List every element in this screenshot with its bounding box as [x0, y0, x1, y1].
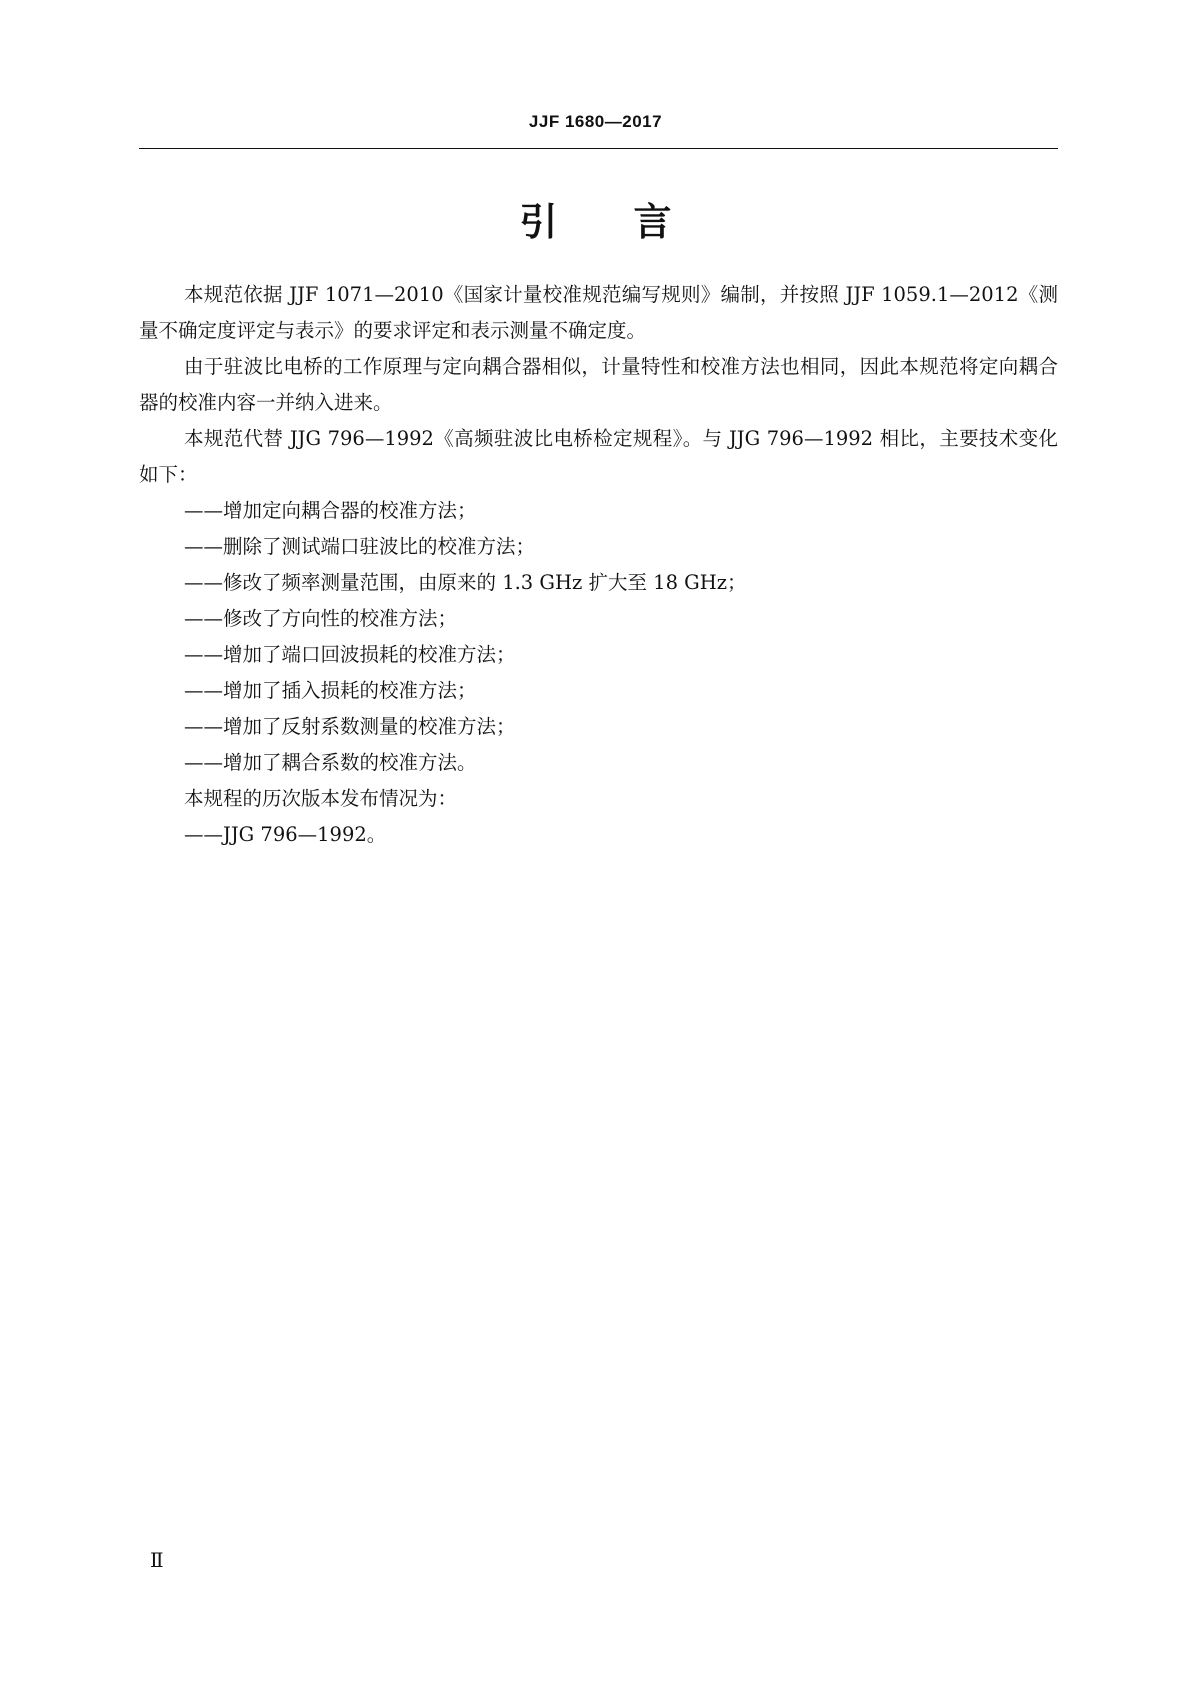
- list-item: ——修改了方向性的校准方法；: [184, 607, 458, 630]
- list-item: ——修改了频率测量范围，由原来的 1.3 GHz 扩大至 18 GHz；: [184, 571, 747, 594]
- paragraph-replacement: 本规范代替 JJG 796—1992《高频驻波比电桥检定规程》。与 JJG 796—1992 相比，主要技术变化如下：: [139, 427, 1058, 486]
- list-item: ——删除了测试端口驻波比的校准方法；: [184, 535, 536, 558]
- history-list: [139, 817, 1058, 853]
- list-item: ——增加了插入损耗的校准方法；: [184, 679, 477, 702]
- history-heading: 本规程的历次版本发布情况为：: [184, 787, 458, 810]
- list-item: ——增加了反射系数测量的校准方法；: [184, 715, 516, 738]
- list-item: ——JJG 796—1992。: [184, 823, 387, 846]
- header-document-code: JJF 1680—2017: [528, 112, 663, 131]
- list-item: ——增加了耦合系数的校准方法。: [184, 751, 477, 774]
- list-item: ——增加了端口回波损耗的校准方法；: [184, 643, 516, 666]
- changes-list: [139, 493, 1058, 781]
- document-body: [139, 277, 1058, 853]
- page-title: 引言: [519, 200, 748, 244]
- paragraph-scope: 由于驻波比电桥的工作原理与定向耦合器相似，计量特性和校准方法也相同，因此本规范将定向耦合器的校准内容一并纳入进来。: [139, 355, 1058, 414]
- page-number: Ⅱ: [150, 1548, 164, 1572]
- paragraph-basis: 本规范依据 JJF 1071—2010《国家计量校准规范编写规则》编制，并按照 JJF 1059.1—2012《测量不确定度评定与表示》的要求评定和表示测量不确定度。: [139, 283, 1058, 342]
- list-item: ——增加定向耦合器的校准方法；: [184, 499, 477, 522]
- header-divider: [139, 148, 1058, 149]
